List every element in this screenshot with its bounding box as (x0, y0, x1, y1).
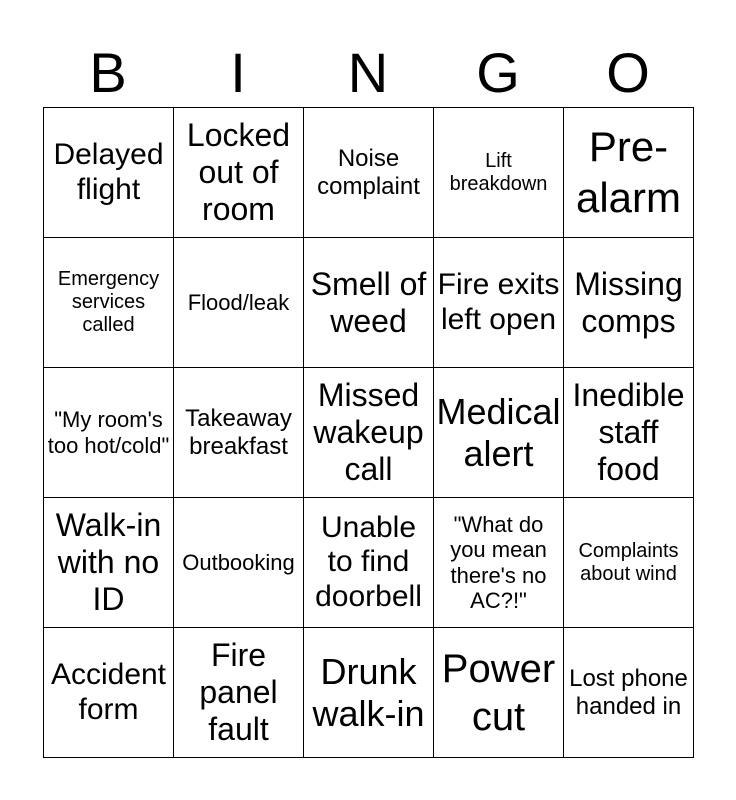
cell-label: Complaints about wind (578, 539, 679, 585)
bingo-cell[interactable] (304, 238, 434, 368)
bingo-cell[interactable] (304, 108, 434, 238)
bingo-header (43, 40, 693, 106)
bingo-cell[interactable] (434, 498, 564, 628)
header-letter-n: N (347, 41, 389, 104)
cell-label: Lost phone handed in (569, 664, 688, 720)
bingo-cell[interactable] (44, 238, 174, 368)
bingo-cell[interactable] (564, 238, 694, 368)
bingo-cell[interactable] (174, 368, 304, 498)
bingo-cell[interactable] (44, 108, 174, 238)
board-row (44, 108, 694, 238)
cell-label: Delayed flight (53, 138, 164, 206)
cell-label: Drunk walk-in (312, 651, 425, 734)
header-letter-b: B (89, 41, 127, 104)
cell-label: Medical alert (436, 391, 561, 474)
board-row (44, 368, 694, 498)
cell-label: Fire exits left open (437, 268, 560, 336)
header-letter-i: I (230, 41, 246, 104)
cell-label: Outbooking (182, 549, 295, 575)
bingo-cell[interactable] (304, 628, 434, 758)
bingo-cell[interactable] (564, 498, 694, 628)
bingo-cell[interactable] (434, 108, 564, 238)
cell-label: Noise complaint (317, 144, 420, 200)
bingo-cell[interactable] (434, 368, 564, 498)
cell-label: Unable to find doorbell (315, 510, 422, 613)
cell-label: Walk-in with no ID (55, 507, 162, 617)
cell-label: Missing comps (574, 265, 683, 339)
bingo-cell[interactable] (174, 628, 304, 758)
bingo-cell[interactable] (564, 108, 694, 238)
bingo-cell[interactable] (44, 368, 174, 498)
board-row (44, 498, 694, 628)
bingo-cell[interactable] (174, 498, 304, 628)
cell-label: Takeaway breakfast (185, 404, 292, 460)
bingo-cell[interactable] (564, 628, 694, 758)
bingo-cell[interactable] (44, 498, 174, 628)
bingo-cell[interactable] (174, 238, 304, 368)
bingo-board (43, 107, 694, 758)
bingo-cell[interactable] (434, 238, 564, 368)
bingo-cell[interactable] (304, 498, 434, 628)
cell-label: Pre-alarm (575, 123, 682, 221)
cell-label: Lift breakdown (449, 149, 548, 195)
board-row (44, 628, 694, 758)
cell-label: Accident form (50, 658, 167, 726)
cell-label: Emergency services called (57, 268, 160, 336)
cell-label: Power cut (441, 646, 556, 739)
bingo-cell[interactable] (44, 628, 174, 758)
bingo-cell[interactable] (174, 108, 304, 238)
cell-label: Fire panel fault (199, 637, 278, 747)
header-letter-g: G (476, 41, 520, 104)
cell-label: Inedible staff food (572, 377, 685, 487)
cell-label: Missed wakeup call (313, 377, 424, 487)
bingo-cell[interactable] (304, 368, 434, 498)
cell-label: Flood/leak (187, 289, 290, 315)
cell-label: "My room's too hot/cold" (47, 407, 170, 458)
bingo-cell[interactable] (434, 628, 564, 758)
board-row (44, 238, 694, 368)
cell-label: "What do you mean there's no AC?!" (450, 511, 547, 613)
cell-label: Locked out of room (186, 117, 291, 227)
header-letter-o: O (606, 41, 650, 104)
cell-label: Smell of weed (310, 265, 427, 339)
bingo-cell[interactable] (564, 368, 694, 498)
